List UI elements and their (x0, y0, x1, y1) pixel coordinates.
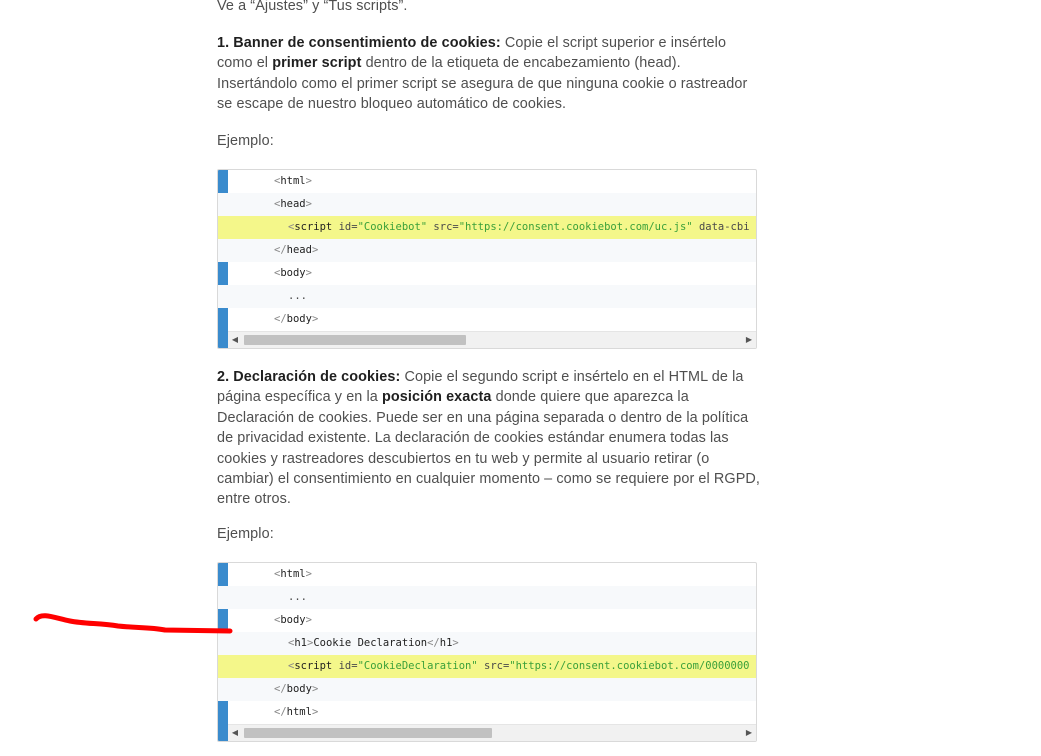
code-line (218, 609, 756, 632)
code-token: < (274, 267, 281, 279)
horizontal-scrollbar[interactable] (228, 724, 756, 741)
code-line (218, 193, 756, 216)
code-token: </ (274, 244, 287, 256)
code-token: html (280, 175, 306, 187)
code-token: script (294, 660, 339, 672)
scroll-left-icon[interactable]: ◀ (231, 335, 239, 344)
code-token: html (286, 706, 312, 718)
code-token: script (294, 221, 339, 233)
code-line-highlighted (218, 655, 756, 678)
code-token: h1 (294, 637, 307, 649)
code-token: > (452, 637, 459, 649)
code-token: src= (477, 660, 510, 672)
code-token: html (280, 568, 306, 580)
code-token: "https://consent.cookiebot.com/uc.js" (458, 221, 693, 233)
code-line (218, 308, 756, 331)
code-token: data-cbi (692, 221, 750, 233)
code-token: < (288, 660, 295, 672)
code-token: > (311, 313, 319, 325)
code-token: > (306, 637, 314, 649)
code-line-highlighted (218, 216, 756, 239)
step1-paragraph (217, 33, 762, 115)
code-token: Cookie Declaration (313, 637, 428, 649)
step2-strong: posición exacta (382, 389, 492, 406)
scroll-right-icon[interactable]: ▶ (745, 335, 753, 344)
code-line (218, 586, 756, 609)
code-token: < (288, 221, 295, 233)
code-line (218, 678, 756, 701)
step1-text-b: dentro de la etiqueta de encabezamiento (head). Insertándolo como el primer script se asegura de que ninguna cookie o rastreador se escape de nuestro bloqueo automático de cookies. (217, 55, 748, 113)
code-line (218, 170, 756, 193)
code-token: "CookieDeclaration" (357, 660, 478, 672)
scrollbar-thumb[interactable] (244, 728, 492, 738)
scrollbar-thumb[interactable] (244, 335, 466, 345)
code-line (218, 563, 756, 586)
step1-lead: 1. Banner de consentimiento de cookies: (217, 35, 501, 51)
code-block-1 (217, 169, 757, 349)
horizontal-scrollbar[interactable] (228, 331, 756, 348)
code-line (218, 285, 756, 308)
code-token: src= (427, 221, 459, 233)
code-token: </ (274, 313, 287, 325)
step1-text-a: Copie el script superior e insértelo como el (217, 35, 727, 72)
step2-paragraph (217, 367, 762, 510)
code-token: id= (338, 221, 358, 233)
code-token: id= (338, 660, 358, 672)
code-token: body (286, 313, 312, 325)
code-token: > (305, 614, 312, 626)
code-token: head (280, 198, 306, 210)
code-line (218, 632, 756, 655)
code-token: body (286, 683, 312, 695)
step2-text-b: donde quiere que aparezca la Declaración de cookies. Puede ser en una página separada o dentro de la política de privacidad existente. La declaración de cookies estándar enumera todas las cookies y rastreadores descubiertos en tu web y permite al usuario retirar (o cambiar) el consentimiento en cualquier momento – como se requiere por el RGPD, entre otros. (217, 389, 761, 508)
code-token: body (280, 614, 306, 626)
code-token: < (288, 637, 295, 649)
code-token: < (274, 568, 281, 580)
step1-strong: primer script (272, 55, 362, 72)
code-token: </ (274, 683, 287, 695)
code-token: h1 (439, 637, 453, 649)
code-token: > (305, 568, 312, 580)
code-token: </ (274, 706, 287, 718)
code-token: body (280, 267, 306, 279)
example-label-2: Ejemplo: (217, 526, 274, 542)
example-label-1: Ejemplo: (217, 133, 274, 149)
annotation-line (36, 616, 230, 631)
code-line (218, 701, 756, 724)
code-token: "https://consent.cookiebot.com/0000000 (509, 660, 750, 672)
code-token: > (305, 267, 312, 279)
code-token: > (305, 175, 312, 187)
code-token: > (311, 706, 319, 718)
code-lines (218, 170, 756, 331)
scroll-right-icon[interactable]: ▶ (745, 728, 753, 737)
step2-lead: 2. Declaración de cookies: (217, 369, 401, 385)
code-token: > (311, 244, 319, 256)
code-token: "Cookiebot" (357, 221, 428, 233)
code-token: < (274, 198, 281, 210)
code-token: </ (427, 637, 440, 649)
code-token: ... (288, 290, 307, 302)
code-token: ... (288, 591, 307, 603)
intro-line: Ve a “Ajustes” y “Tus scripts”. (217, 0, 408, 14)
step2-text-a: Copie el segundo script e insértelo en el HTML de la página específica y en la (217, 369, 744, 406)
code-token: < (274, 175, 281, 187)
code-block-2 (217, 562, 757, 742)
code-token: < (274, 614, 281, 626)
code-line (218, 239, 756, 262)
code-token: head (286, 244, 312, 256)
scroll-left-icon[interactable]: ◀ (231, 728, 239, 737)
code-line (218, 262, 756, 285)
code-lines (218, 563, 756, 724)
code-token: > (311, 683, 319, 695)
code-token: > (305, 198, 312, 210)
